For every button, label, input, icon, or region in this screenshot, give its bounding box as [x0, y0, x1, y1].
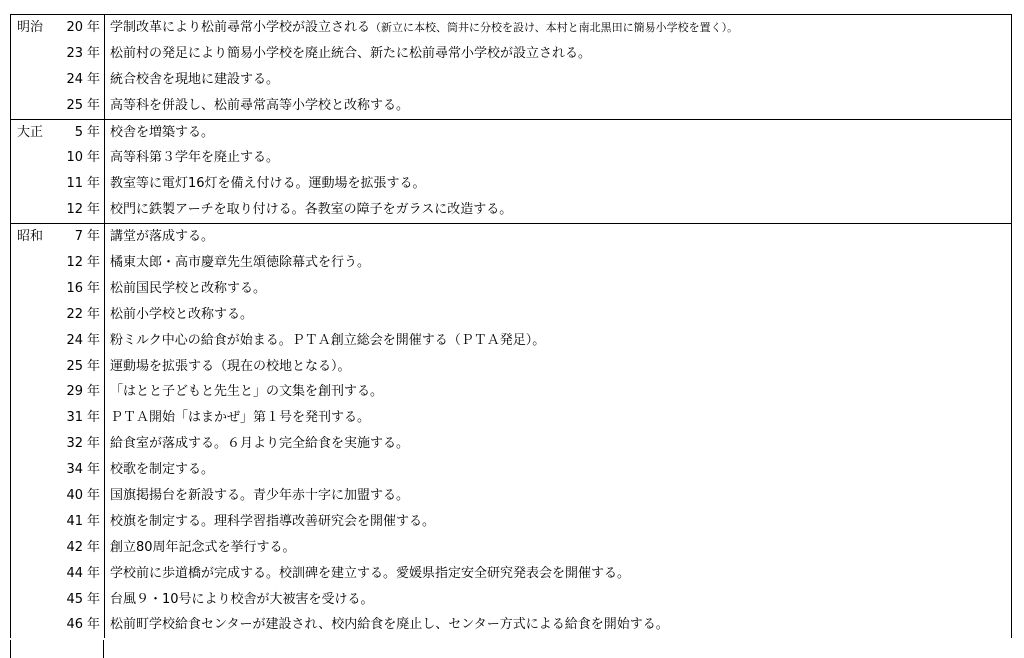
year-number: 23 [66, 45, 83, 61]
event-cell [110, 93, 1007, 119]
table-row [11, 171, 1011, 197]
year-column-divider [104, 145, 105, 171]
table-row [11, 328, 1011, 354]
year-number: 22 [66, 306, 83, 322]
event-cell [110, 379, 1007, 405]
year-suffix: 年 [87, 436, 101, 452]
year-suffix: 年 [87, 488, 101, 504]
school-history-table [10, 14, 1012, 638]
year-number: 25 [66, 97, 83, 113]
event-text: 「はとと子どもと先生と」の文集を創刊する。 [110, 384, 384, 400]
event-text: 統合校舎を現地に建設する。 [110, 71, 280, 87]
event-text: 橘東太郎・高市慶章先生頌徳除幕式を行う。 [110, 255, 371, 271]
year-column-divider [104, 328, 105, 354]
year-number: 11 [66, 176, 83, 192]
event-cell [110, 405, 1007, 431]
year-suffix: 年 [87, 150, 101, 166]
year-suffix: 年 [87, 20, 101, 35]
year-column-divider [104, 483, 105, 509]
year-suffix: 年 [87, 384, 101, 400]
table-row [11, 120, 1011, 146]
table-row [11, 197, 1011, 223]
year-column-divider [104, 457, 105, 483]
table-continuation [10, 640, 1010, 658]
event-cell [110, 535, 1007, 561]
event-text: 高等科を併設し、松前尋常高等小学校と改称する。 [110, 97, 410, 113]
event-cell [110, 171, 1007, 197]
event-cell [110, 276, 1007, 302]
year-suffix: 年 [87, 280, 101, 296]
year-suffix: 年 [87, 202, 101, 218]
event-text: ＰＴＡ開始「はまかぜ」第１号を発刊する。 [110, 410, 371, 426]
event-cell [110, 354, 1007, 380]
event-text: 創立80周年記念式を挙行する。 [110, 539, 296, 555]
year-number: 25 [66, 358, 83, 374]
year-column-divider [104, 509, 105, 535]
event-cell [110, 15, 1007, 41]
table-row [11, 379, 1011, 405]
event-text: 松前村の発足により簡易小学校を廃止統合、新たに松前尋常小学校が設立される。 [110, 45, 592, 61]
event-cell [110, 328, 1007, 354]
event-text: 校歌を制定する。 [110, 462, 215, 478]
year-number: 12 [66, 255, 83, 271]
year-suffix: 年 [87, 176, 101, 192]
table-row [11, 457, 1011, 483]
year-number: 16 [66, 280, 83, 296]
event-note: （新立に本校、筒井に分校を設け、本村と南北黒田に簡易小学校を置く）。 [370, 21, 739, 34]
year-column-divider [104, 587, 105, 613]
year-number: 45 [66, 591, 83, 607]
era-group-3 [11, 223, 1011, 638]
year-suffix: 年 [87, 565, 101, 581]
year-suffix: 年 [87, 617, 101, 633]
year-suffix: 年 [87, 229, 101, 245]
year-suffix: 年 [87, 358, 101, 374]
year-column-divider [104, 41, 105, 67]
year-suffix: 年 [87, 71, 101, 87]
era-group-1 [11, 15, 1011, 119]
year-column-divider [104, 197, 105, 223]
event-text: 給食室が落成する。６月より完全給食を実施する。 [110, 436, 410, 452]
event-cell [110, 302, 1007, 328]
event-cell [110, 197, 1007, 223]
event-cell [110, 587, 1007, 613]
year-column-divider [104, 354, 105, 380]
year-column-divider [104, 250, 105, 276]
year-number: 24 [66, 71, 83, 87]
year-suffix: 年 [87, 410, 101, 426]
year-number: 42 [66, 539, 83, 555]
era-group-2 [11, 119, 1011, 224]
event-cell [110, 483, 1007, 509]
event-text: 松前町学校給食センターが建設され、校内給食を廃止し、センター方式による給食を開始する。 [110, 617, 669, 633]
year-suffix: 年 [87, 255, 101, 271]
table-row [11, 509, 1011, 535]
table-row [11, 41, 1011, 67]
event-text: 講堂が落成する。 [110, 229, 215, 245]
event-cell [110, 457, 1007, 483]
table-row [11, 67, 1011, 93]
year-column-divider [104, 15, 105, 41]
year-number: 46 [66, 617, 83, 633]
event-text: 松前小学校と改称する。 [110, 306, 254, 322]
year-number: 40 [66, 488, 83, 504]
event-cell [110, 250, 1007, 276]
year-column-divider [104, 535, 105, 561]
event-cell [110, 612, 1007, 638]
table-row [11, 250, 1011, 276]
year-number: 5 [74, 124, 83, 140]
year-number: 7 [74, 229, 83, 245]
table-row [11, 483, 1011, 509]
year-column-divider [104, 431, 105, 457]
year-number: 12 [66, 202, 83, 218]
year-column-divider [104, 67, 105, 93]
table-row [11, 224, 1011, 250]
era-label: 明治 [17, 20, 44, 35]
year-number: 29 [66, 384, 83, 400]
year-column-divider [104, 302, 105, 328]
year-column-divider [104, 276, 105, 302]
era-label: 大正 [17, 124, 44, 140]
year-column-divider [104, 224, 105, 250]
table-row [11, 276, 1011, 302]
year-column-divider [104, 405, 105, 431]
table-row [11, 587, 1011, 613]
table-row [11, 93, 1011, 119]
year-column-divider [104, 120, 105, 146]
event-text: 粉ミルク中心の給食が始まる。ＰＴＡ創立総会を開催する（ＰＴＡ発足）。 [110, 332, 546, 348]
event-cell [110, 431, 1007, 457]
year-number: 41 [66, 513, 83, 529]
year-suffix: 年 [87, 513, 101, 529]
year-number: 32 [66, 436, 83, 452]
table-row [11, 431, 1011, 457]
year-suffix: 年 [87, 124, 101, 140]
event-text: 台風９・10号により校舎が大被害を受ける。 [110, 591, 374, 607]
event-text: 国旗掲揚台を新設する。青少年赤十字に加盟する。 [110, 488, 410, 504]
table-row [11, 405, 1011, 431]
year-suffix: 年 [87, 45, 101, 61]
year-number: 24 [66, 332, 83, 348]
event-text: 運動場を拡張する（現在の校地となる）。 [110, 358, 351, 374]
event-text: 教室等に電灯16灯を備え付ける。運動場を拡張する。 [110, 176, 426, 192]
event-cell [110, 41, 1007, 67]
year-suffix: 年 [87, 462, 101, 478]
table-row [11, 535, 1011, 561]
table-row [11, 561, 1011, 587]
table-row [11, 612, 1011, 638]
table-row [11, 145, 1011, 171]
era-label: 昭和 [17, 229, 44, 245]
year-suffix: 年 [87, 332, 101, 348]
year-suffix: 年 [87, 306, 101, 322]
event-cell [110, 509, 1007, 535]
event-text: 学制改革により松前尋常小学校が設立される [110, 20, 371, 35]
year-column-divider [104, 612, 105, 638]
year-number: 34 [66, 462, 83, 478]
event-cell [110, 561, 1007, 587]
year-suffix: 年 [87, 591, 101, 607]
event-text: 校旗を制定する。理科学習指導改善研究会を開催する。 [110, 513, 436, 529]
table-row [11, 15, 1011, 41]
table-row [11, 302, 1011, 328]
event-cell [110, 224, 1007, 250]
year-number: 20 [66, 20, 83, 35]
event-text: 校舎を増築する。 [110, 124, 215, 140]
year-column-divider [104, 561, 105, 587]
event-text: 高等科第３学年を廃止する。 [110, 150, 280, 166]
year-column-divider [104, 171, 105, 197]
year-column-divider [104, 93, 105, 119]
event-text: 校門に鉄製アーチを取り付ける。各教室の障子をガラスに改造する。 [110, 202, 513, 218]
event-cell [110, 145, 1007, 171]
event-text: 松前国民学校と改称する。 [110, 280, 267, 296]
year-suffix: 年 [87, 539, 101, 555]
table-row [11, 354, 1011, 380]
event-text: 学校前に歩道橋が完成する。校訓碑を建立する。愛媛県指定安全研究発表会を開催する。 [110, 565, 631, 581]
year-number: 10 [66, 150, 83, 166]
event-cell [110, 120, 1007, 146]
year-column-divider [103, 640, 104, 658]
year-number: 44 [66, 565, 83, 581]
year-column-divider [104, 379, 105, 405]
table-left-border [10, 640, 11, 658]
year-number: 31 [66, 410, 83, 426]
year-suffix: 年 [87, 97, 101, 113]
event-cell [110, 67, 1007, 93]
